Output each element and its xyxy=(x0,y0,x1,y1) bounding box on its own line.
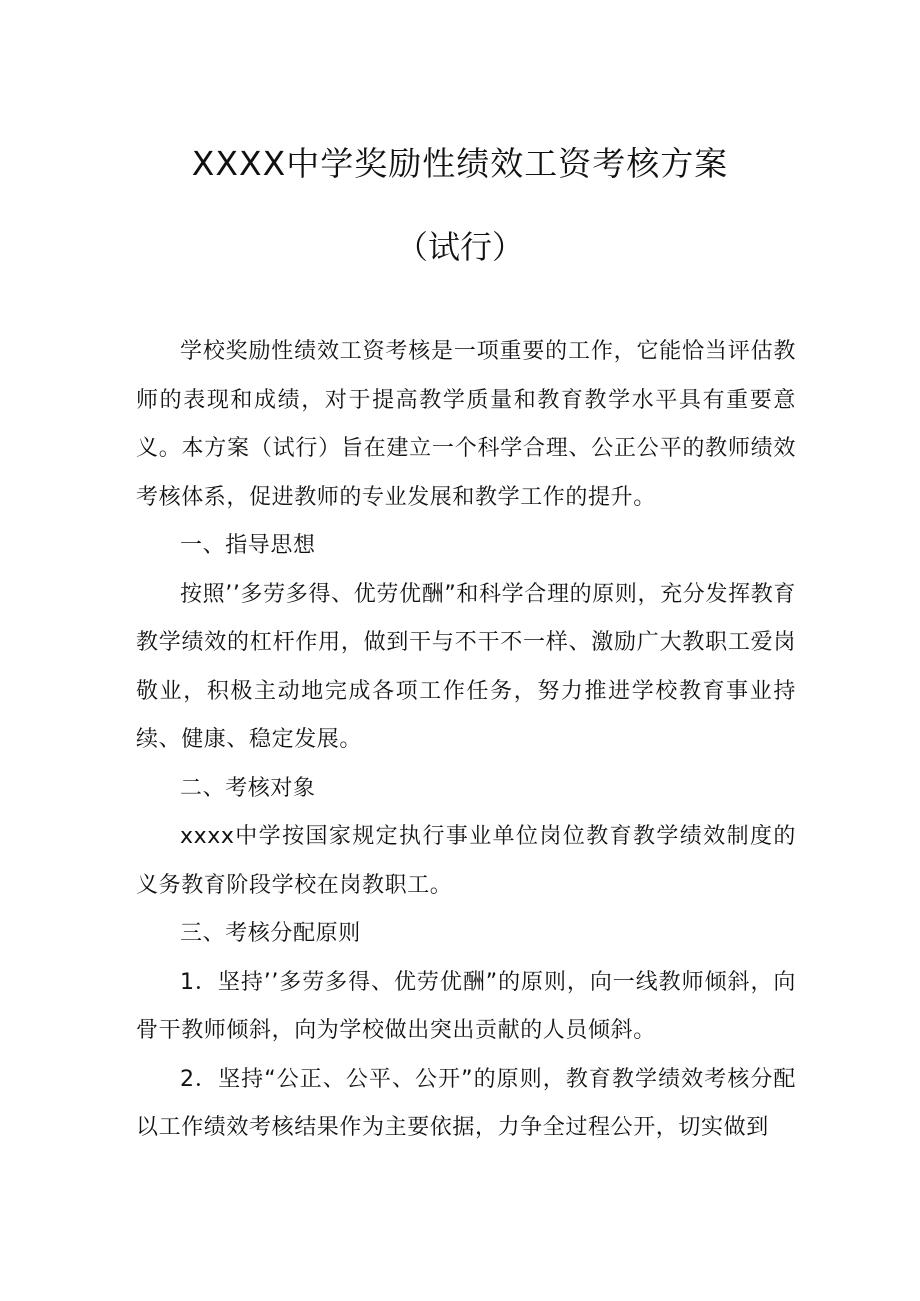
section-heading-distribution-principles: 三、考核分配原则 xyxy=(180,921,361,946)
document-body xyxy=(136,328,796,1153)
principle-item-2: 2．坚持“公正、公平、公开”的原则，教育教学绩效考核分配以工作绩效考核结果作为主要依据，力争全过程公开，切实做到 xyxy=(136,1066,796,1140)
document-subtitle: （试行） xyxy=(395,228,524,266)
intro-paragraph: 学校奖励性绩效工资考核是一项重要的工作，它能恰当评估教师的表现和成绩，对于提高教学质量和教育教学水平具有重要意义。本方案（试行）旨在建立一个科学合理、公正公平的教师绩效考核体系，促进教师的专业发展和教学工作的提升。 xyxy=(136,339,796,510)
section-heading-guiding-ideology: 一、指导思想 xyxy=(180,533,316,558)
section-heading-assessment-subjects: 二、考核对象 xyxy=(180,775,316,801)
assessment-subjects-paragraph: xxxx中学按国家规定执行事业单位岗位教育教学绩效制度的义务教育阶段学校在岗教职工。 xyxy=(136,824,796,898)
document-title: XXXX中学奖励性绩效工资考核方案 xyxy=(191,144,729,183)
principle-item-1: 1．坚持’’多劳多得、优劳优酬”的原则，向一线教师倾斜，向骨干教师倾斜，向为学校做出突出贡献的人员倾斜。 xyxy=(136,969,796,1043)
guiding-ideology-paragraph: 按照’’多劳多得、优劳优酬”和科学合理的原则，充分发挥教育教学绩效的杠杆作用，做到干与不干不一样、激励广大教职工爱岗敬业，积极主动地完成各项工作任务，努力推进学校教育事业持续、健康、稳定发展。 xyxy=(136,581,796,752)
